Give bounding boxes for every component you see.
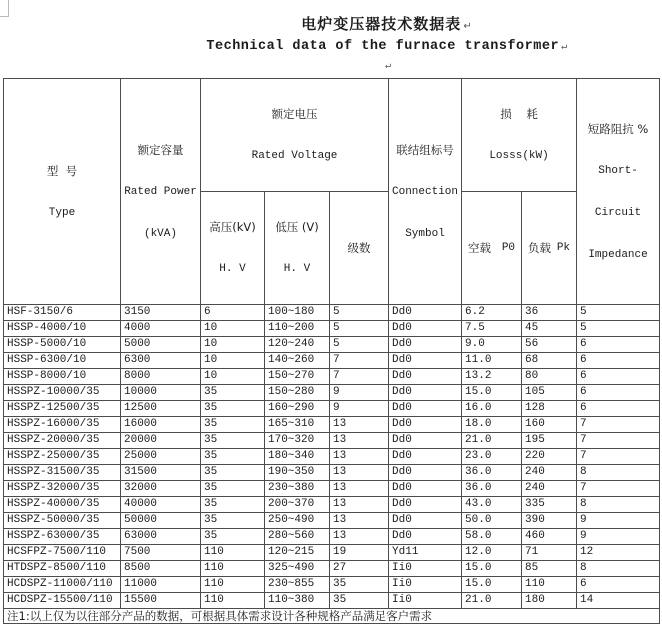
cell-lv: 120~240 — [265, 337, 330, 353]
cell-connection: Dd0 — [389, 337, 462, 353]
cell-hv: 110 — [201, 545, 265, 561]
header-load-zh: 负载 — [528, 241, 552, 255]
cell-p0: 12.0 — [462, 545, 522, 561]
table-row — [4, 481, 660, 497]
cell-p0: 15.0 — [462, 385, 522, 401]
cell-power: 25000 — [121, 449, 201, 465]
cell-connection: Dd0 — [389, 353, 462, 369]
header-steps-zh: 级数 — [347, 241, 371, 255]
table-row — [4, 353, 660, 369]
cell-impedance: 6 — [577, 369, 660, 385]
cell-impedance: 14 — [577, 593, 660, 609]
cell-steps: 9 — [330, 401, 389, 417]
cell-hv: 35 — [201, 529, 265, 545]
cell-impedance: 6 — [577, 337, 660, 353]
cell-pk: 220 — [522, 449, 577, 465]
cell-power: 8500 — [121, 561, 201, 577]
header-type — [4, 79, 121, 305]
cell-steps: 13 — [330, 497, 389, 513]
cell-lv: 110~200 — [265, 321, 330, 337]
cell-p0: 7.5 — [462, 321, 522, 337]
cell-impedance: 6 — [577, 353, 660, 369]
cell-steps: 35 — [330, 593, 389, 609]
header-voltage-en: Rated Voltage — [251, 150, 338, 162]
cell-impedance: 9 — [577, 529, 660, 545]
cell-type: HTDSPZ-8500/110 — [4, 561, 121, 577]
cell-pk: 160 — [522, 417, 577, 433]
cell-lv: 165~310 — [265, 417, 330, 433]
cell-p0: 21.0 — [462, 433, 522, 449]
table-row — [4, 449, 660, 465]
cell-pk: 105 — [522, 385, 577, 401]
cell-type: HCDSPZ-11000/110 — [4, 577, 121, 593]
cell-connection: Ii0 — [389, 593, 462, 609]
cell-steps: 13 — [330, 465, 389, 481]
header-hv-en: H. V — [219, 263, 246, 275]
table-note: 注1:以上仅为以往部分产品的数据，可根据具体需求设计各种规格产品满足客户需求 — [4, 609, 660, 624]
cell-type: HSSP-8000/10 — [4, 369, 121, 385]
title-block — [0, 14, 662, 74]
cell-pk: 460 — [522, 529, 577, 545]
cell-power: 40000 — [121, 497, 201, 513]
cell-hv: 10 — [201, 369, 265, 385]
cell-steps: 13 — [330, 433, 389, 449]
table-header — [4, 79, 660, 305]
cell-pk: 56 — [522, 337, 577, 353]
cell-type: HSSP-5000/10 — [4, 337, 121, 353]
header-noload-zh: 空载 — [468, 241, 492, 255]
cell-pk: 240 — [522, 481, 577, 497]
header-voltage-zh: 额定电压 — [271, 107, 318, 121]
cell-steps: 5 — [330, 337, 389, 353]
header-connection-zh: 联结组标号 — [396, 142, 454, 157]
cell-p0: 11.0 — [462, 353, 522, 369]
cell-impedance: 8 — [577, 465, 660, 481]
cell-type: HCDSPZ-15500/110 — [4, 593, 121, 609]
table-row — [4, 337, 660, 353]
cell-type: HSSPZ-12500/35 — [4, 401, 121, 417]
cell-hv: 110 — [201, 593, 265, 609]
cell-p0: 15.0 — [462, 561, 522, 577]
cell-lv: 250~490 — [265, 513, 330, 529]
cell-lv: 120~215 — [265, 545, 330, 561]
cell-connection: Dd0 — [389, 401, 462, 417]
cell-steps: 13 — [330, 513, 389, 529]
header-hv-zh: 高压(kV) — [209, 220, 256, 234]
cell-impedance: 8 — [577, 561, 660, 577]
cell-power: 16000 — [121, 417, 201, 433]
cell-connection: Dd0 — [389, 497, 462, 513]
table-row — [4, 529, 660, 545]
cell-p0: 50.0 — [462, 513, 522, 529]
cell-hv: 35 — [201, 465, 265, 481]
cell-lv: 110~380 — [265, 593, 330, 609]
cell-impedance: 5 — [577, 321, 660, 337]
header-rated-voltage — [201, 79, 389, 192]
cell-type: HSSPZ-10000/35 — [4, 385, 121, 401]
table-note-row — [4, 609, 660, 624]
cell-power: 20000 — [121, 433, 201, 449]
cell-pk: 240 — [522, 465, 577, 481]
header-loss — [462, 79, 577, 192]
cell-hv: 110 — [201, 561, 265, 577]
cell-p0: 21.0 — [462, 593, 522, 609]
cell-connection: Dd0 — [389, 481, 462, 497]
paragraph-mark-icon: ↵ — [463, 21, 473, 32]
header-connection-symbol — [389, 79, 462, 305]
cell-pk: 195 — [522, 433, 577, 449]
cell-p0: 23.0 — [462, 449, 522, 465]
cell-lv: 100~180 — [265, 305, 330, 321]
header-lv-zh: 低压 (V) — [275, 220, 319, 234]
cell-steps: 5 — [330, 305, 389, 321]
cell-p0: 58.0 — [462, 529, 522, 545]
cell-steps: 27 — [330, 561, 389, 577]
header-impedance-en2: Circuit — [594, 206, 642, 219]
table-body — [4, 305, 660, 609]
header-loss-zh: 损 耗 — [500, 107, 538, 121]
cell-p0: 43.0 — [462, 497, 522, 513]
header-connection-en2: Symbol — [405, 227, 445, 240]
cell-power: 12500 — [121, 401, 201, 417]
cell-type: HSSPZ-20000/35 — [4, 433, 121, 449]
cell-steps: 13 — [330, 449, 389, 465]
cell-hv: 35 — [201, 433, 265, 449]
cell-p0: 6.2 — [462, 305, 522, 321]
cell-connection: Yd11 — [389, 545, 462, 561]
paragraph-mark-icon: ↵ — [561, 42, 568, 53]
header-load-symbol: Pk — [556, 242, 571, 254]
cell-impedance: 9 — [577, 513, 660, 529]
cell-type: HSSPZ-16000/35 — [4, 417, 121, 433]
header-power-zh: 额定容量 — [137, 142, 184, 157]
page-title-english — [112, 37, 662, 57]
cell-type: HSSPZ-63000/35 — [4, 529, 121, 545]
cell-lv: 150~280 — [265, 385, 330, 401]
cell-impedance: 6 — [577, 385, 660, 401]
cell-lv: 200~370 — [265, 497, 330, 513]
header-low-voltage — [265, 192, 330, 305]
cell-steps: 19 — [330, 545, 389, 561]
cell-power: 10000 — [121, 385, 201, 401]
cell-pk: 71 — [522, 545, 577, 561]
header-noload-symbol: P0 — [501, 242, 516, 254]
cell-connection: Dd0 — [389, 433, 462, 449]
cell-type: HSSPZ-31500/35 — [4, 465, 121, 481]
header-type-en: Type — [48, 206, 76, 219]
cell-power: 8000 — [121, 369, 201, 385]
header-impedance — [577, 79, 660, 305]
cell-hv: 35 — [201, 401, 265, 417]
header-rated-power — [121, 79, 201, 305]
cell-p0: 36.0 — [462, 481, 522, 497]
cell-hv: 35 — [201, 417, 265, 433]
table-row — [4, 593, 660, 609]
cell-pk: 180 — [522, 593, 577, 609]
cell-hv: 35 — [201, 449, 265, 465]
cell-power: 11000 — [121, 577, 201, 593]
table-row — [4, 545, 660, 561]
cell-pk: 110 — [522, 577, 577, 593]
table-row — [4, 561, 660, 577]
page-title-chinese — [112, 14, 662, 37]
cell-power: 32000 — [121, 481, 201, 497]
cell-p0: 16.0 — [462, 401, 522, 417]
cell-pk: 128 — [522, 401, 577, 417]
header-impedance-en1: Short- — [598, 164, 638, 177]
cell-type: HSSPZ-25000/35 — [4, 449, 121, 465]
cell-impedance: 8 — [577, 497, 660, 513]
cell-connection: Dd0 — [389, 385, 462, 401]
cell-connection: Dd0 — [389, 321, 462, 337]
cell-impedance: 5 — [577, 305, 660, 321]
cell-impedance: 12 — [577, 545, 660, 561]
cell-pk: 45 — [522, 321, 577, 337]
cell-steps: 13 — [330, 481, 389, 497]
header-connection-en1: Connection — [392, 185, 459, 198]
cell-hv: 6 — [201, 305, 265, 321]
cell-type: HCSFPZ-7500/110 — [4, 545, 121, 561]
cell-pk: 335 — [522, 497, 577, 513]
cell-hv: 10 — [201, 337, 265, 353]
cell-pk: 85 — [522, 561, 577, 577]
cell-connection: Ii0 — [389, 577, 462, 593]
table-row — [4, 305, 660, 321]
cell-type: HSSP-6300/10 — [4, 353, 121, 369]
cell-power: 4000 — [121, 321, 201, 337]
header-load-loss — [522, 192, 577, 305]
cell-power: 3150 — [121, 305, 201, 321]
cell-type: HSSPZ-40000/35 — [4, 497, 121, 513]
header-impedance-en3: Impedance — [588, 248, 648, 261]
cell-power: 7500 — [121, 545, 201, 561]
page-title-chinese-text: 电炉变压器技术数据表 — [301, 15, 462, 33]
cell-steps: 13 — [330, 417, 389, 433]
cell-hv: 110 — [201, 577, 265, 593]
cell-impedance: 6 — [577, 401, 660, 417]
cell-hv: 35 — [201, 385, 265, 401]
cell-p0: 9.0 — [462, 337, 522, 353]
cell-power: 5000 — [121, 337, 201, 353]
table-row — [4, 401, 660, 417]
cell-power: 6300 — [121, 353, 201, 369]
table-row — [4, 497, 660, 513]
cell-steps: 7 — [330, 369, 389, 385]
cell-power: 50000 — [121, 513, 201, 529]
header-high-voltage — [201, 192, 265, 305]
cell-p0: 15.0 — [462, 577, 522, 593]
cell-lv: 230~380 — [265, 481, 330, 497]
cell-hv: 10 — [201, 321, 265, 337]
cell-steps: 5 — [330, 321, 389, 337]
cell-pk: 68 — [522, 353, 577, 369]
header-power-unit: (kVA) — [143, 227, 177, 240]
header-no-load-loss — [462, 192, 522, 305]
table-row — [4, 385, 660, 401]
cell-connection: Dd0 — [389, 369, 462, 385]
cell-type: HSSP-4000/10 — [4, 321, 121, 337]
cell-lv: 180~340 — [265, 449, 330, 465]
cell-power: 15500 — [121, 593, 201, 609]
cell-lv: 140~260 — [265, 353, 330, 369]
cell-connection: Dd0 — [389, 305, 462, 321]
cell-steps: 13 — [330, 529, 389, 545]
cell-connection: Dd0 — [389, 513, 462, 529]
cell-impedance: 7 — [577, 449, 660, 465]
table-row — [4, 417, 660, 433]
empty-paragraph-line — [112, 57, 662, 74]
header-steps — [330, 192, 389, 305]
header-type-zh: 型 号 — [46, 163, 78, 178]
page-title-english-text: Technical data of the furnace transformer — [206, 39, 560, 54]
cell-impedance: 7 — [577, 417, 660, 433]
cell-connection: Dd0 — [389, 449, 462, 465]
cell-lv: 280~560 — [265, 529, 330, 545]
cell-connection: Dd0 — [389, 465, 462, 481]
cell-power: 63000 — [121, 529, 201, 545]
cell-hv: 35 — [201, 497, 265, 513]
cell-lv: 230~855 — [265, 577, 330, 593]
cell-type: HSSPZ-32000/35 — [4, 481, 121, 497]
table-row — [4, 369, 660, 385]
cell-p0: 18.0 — [462, 417, 522, 433]
cell-lv: 160~290 — [265, 401, 330, 417]
table-row — [4, 577, 660, 593]
table-row — [4, 513, 660, 529]
header-power-en: Rated Power — [124, 185, 197, 198]
cell-hv: 35 — [201, 513, 265, 529]
cell-steps: 9 — [330, 385, 389, 401]
paragraph-mark-icon: ↵ — [384, 61, 392, 72]
cell-lv: 190~350 — [265, 465, 330, 481]
cell-lv: 325~490 — [265, 561, 330, 577]
cell-p0: 36.0 — [462, 465, 522, 481]
cell-steps: 7 — [330, 353, 389, 369]
transformer-data-table — [3, 78, 660, 624]
cell-p0: 13.2 — [462, 369, 522, 385]
cell-connection: Ii0 — [389, 561, 462, 577]
cell-impedance: 7 — [577, 481, 660, 497]
cell-hv: 35 — [201, 481, 265, 497]
header-impedance-zh: 短路阻抗 % — [587, 121, 649, 136]
header-loss-en: Losss(kW) — [489, 150, 549, 162]
cell-connection: Dd0 — [389, 529, 462, 545]
cell-pk: 36 — [522, 305, 577, 321]
table-row — [4, 321, 660, 337]
cell-impedance: 7 — [577, 433, 660, 449]
cell-lv: 170~320 — [265, 433, 330, 449]
cell-steps: 35 — [330, 577, 389, 593]
cell-connection: Dd0 — [389, 417, 462, 433]
cell-pk: 80 — [522, 369, 577, 385]
cell-hv: 10 — [201, 353, 265, 369]
table-row — [4, 433, 660, 449]
cell-impedance: 6 — [577, 577, 660, 593]
cell-type: HSF-3150/6 — [4, 305, 121, 321]
cell-lv: 150~270 — [265, 369, 330, 385]
cell-type: HSSPZ-50000/35 — [4, 513, 121, 529]
header-lv-en: H. V — [283, 263, 311, 275]
cell-power: 31500 — [121, 465, 201, 481]
cell-pk: 390 — [522, 513, 577, 529]
